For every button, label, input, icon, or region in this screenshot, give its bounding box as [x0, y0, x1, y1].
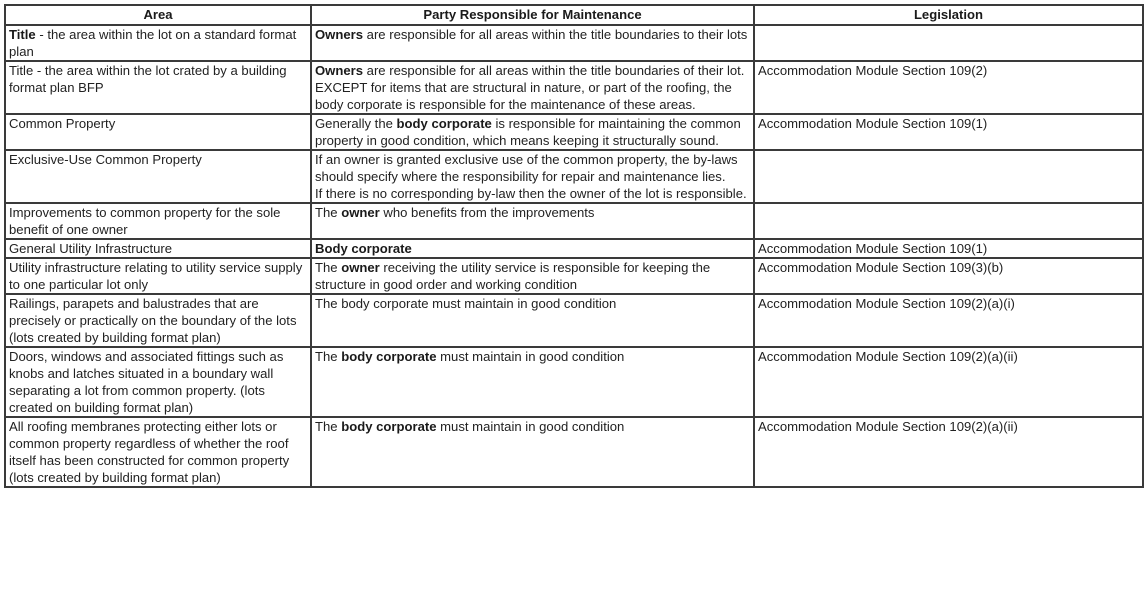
cell-legislation [754, 150, 1143, 203]
cell-legislation [754, 25, 1143, 61]
cell-legislation [754, 114, 1143, 150]
party-text-bold: body corporate [341, 419, 437, 434]
party-text-bold: body corporate [341, 349, 437, 364]
cell-area [5, 258, 311, 294]
party-text: Generally the [315, 116, 397, 131]
cell-party [311, 61, 754, 114]
cell-party [311, 239, 754, 258]
table-row [5, 239, 1143, 258]
party-paragraph [315, 79, 750, 113]
area-text: - the area within the lot on a standard format plan [9, 27, 297, 59]
party-text-bold: Owners [315, 63, 364, 78]
table-row [5, 203, 1143, 239]
party-text: If there is no corresponding by-law then the owner of the lot is responsible. [315, 186, 747, 201]
party-text: The [315, 260, 342, 275]
cell-party [311, 114, 754, 150]
area-text-bold: Title [9, 27, 36, 42]
cell-legislation [754, 294, 1143, 347]
party-paragraph [315, 115, 750, 149]
cell-area [5, 239, 311, 258]
cell-legislation [754, 417, 1143, 487]
party-text: The [315, 205, 342, 220]
cell-legislation [754, 61, 1143, 114]
party-text: are responsible for all areas within the title boundaries of their lot. [363, 63, 745, 78]
cell-area [5, 347, 311, 417]
cell-area [5, 150, 311, 203]
party-text-bold: Body corporate [315, 241, 412, 256]
party-paragraph [315, 151, 750, 185]
area-text: Exclusive-Use Common Property [9, 152, 202, 167]
cell-area [5, 25, 311, 61]
cell-legislation [754, 203, 1143, 239]
table-row [5, 25, 1143, 61]
party-text: The body corporate must maintain in good condition [315, 296, 617, 311]
maintenance-table [4, 4, 1144, 488]
party-paragraph [315, 62, 750, 79]
cell-party [311, 294, 754, 347]
area-text: Title - the area within the lot crated by a building format plan BFP [9, 63, 287, 95]
header-party: Party Responsible for Maintenance [311, 5, 754, 25]
party-text: The [315, 349, 342, 364]
area-text: Railings, parapets and balustrades that are precisely or practically on the boundary of the lots (lots created by building format plan) [9, 296, 297, 345]
cell-legislation [754, 258, 1143, 294]
cell-area [5, 417, 311, 487]
party-text-bold: owner [341, 205, 380, 220]
party-paragraph [315, 204, 750, 221]
legislation-text: Accommodation Module Section 109(2)(a)(ii) [758, 349, 1018, 364]
party-text: who benefits from the improvements [379, 205, 595, 220]
cell-party [311, 25, 754, 61]
party-paragraph [315, 348, 750, 365]
party-paragraph [315, 295, 750, 312]
party-text-bold: Owners [315, 27, 364, 42]
party-text: must maintain in good condition [436, 349, 625, 364]
party-text: The [315, 419, 342, 434]
area-text: All roofing membranes protecting either lots or common property regardless of whether the roof itself has been constructed for common property (lots created by building format plan) [9, 419, 290, 485]
party-paragraph [315, 185, 750, 202]
legislation-text: Accommodation Module Section 109(3)(b) [758, 260, 1004, 275]
legislation-text: Accommodation Module Section 109(1) [758, 241, 988, 256]
party-text-bold: body corporate [396, 116, 492, 131]
legislation-text: Accommodation Module Section 109(2)(a)(i) [758, 296, 1015, 311]
party-text: are responsible for all areas within the title boundaries to their lots [363, 27, 748, 42]
party-text: must maintain in good condition [436, 419, 625, 434]
table-row [5, 347, 1143, 417]
party-text: receiving the utility service is responsible for keeping the structure in good order and working condition [315, 260, 711, 292]
header-legislation: Legislation [754, 5, 1143, 25]
cell-party [311, 150, 754, 203]
party-paragraph [315, 26, 750, 43]
area-text: Utility infrastructure relating to utility service supply to one particular lot only [9, 260, 303, 292]
cell-area [5, 203, 311, 239]
header-row [5, 5, 1143, 25]
table-row [5, 150, 1143, 203]
party-text-bold: owner [341, 260, 380, 275]
area-text: General Utility Infrastructure [9, 241, 173, 256]
area-text: Doors, windows and associated fittings such as knobs and latches situated in a boundary wall separating a lot from common property. (lots created on building format plan) [9, 349, 284, 415]
party-text: EXCEPT for items that are structural in nature, or part of the roofing, the body corporate is responsible for the maintenance of these areas. [315, 80, 732, 112]
party-paragraph [315, 240, 750, 257]
table-row [5, 61, 1143, 114]
table-row [5, 294, 1143, 347]
cell-party [311, 417, 754, 487]
cell-party [311, 258, 754, 294]
party-text: is responsible for maintaining the common property in good condition, which means keeping it structurally sound. [315, 116, 741, 148]
cell-area [5, 61, 311, 114]
legislation-text: Accommodation Module Section 109(2) [758, 63, 988, 78]
cell-party [311, 347, 754, 417]
table-row [5, 114, 1143, 150]
area-text: Common Property [9, 116, 116, 131]
cell-area [5, 294, 311, 347]
party-paragraph [315, 418, 750, 435]
table-row [5, 258, 1143, 294]
party-paragraph [315, 259, 750, 293]
area-text: Improvements to common property for the sole benefit of one owner [9, 205, 281, 237]
cell-legislation [754, 239, 1143, 258]
header-area: Area [5, 5, 311, 25]
cell-party [311, 203, 754, 239]
cell-area [5, 114, 311, 150]
legislation-text: Accommodation Module Section 109(2)(a)(ii) [758, 419, 1018, 434]
party-text: If an owner is granted exclusive use of the common property, the by-laws should specify where the responsibility for repair and maintenance lies. [315, 152, 738, 184]
table-row [5, 417, 1143, 487]
legislation-text: Accommodation Module Section 109(1) [758, 116, 988, 131]
cell-legislation [754, 347, 1143, 417]
